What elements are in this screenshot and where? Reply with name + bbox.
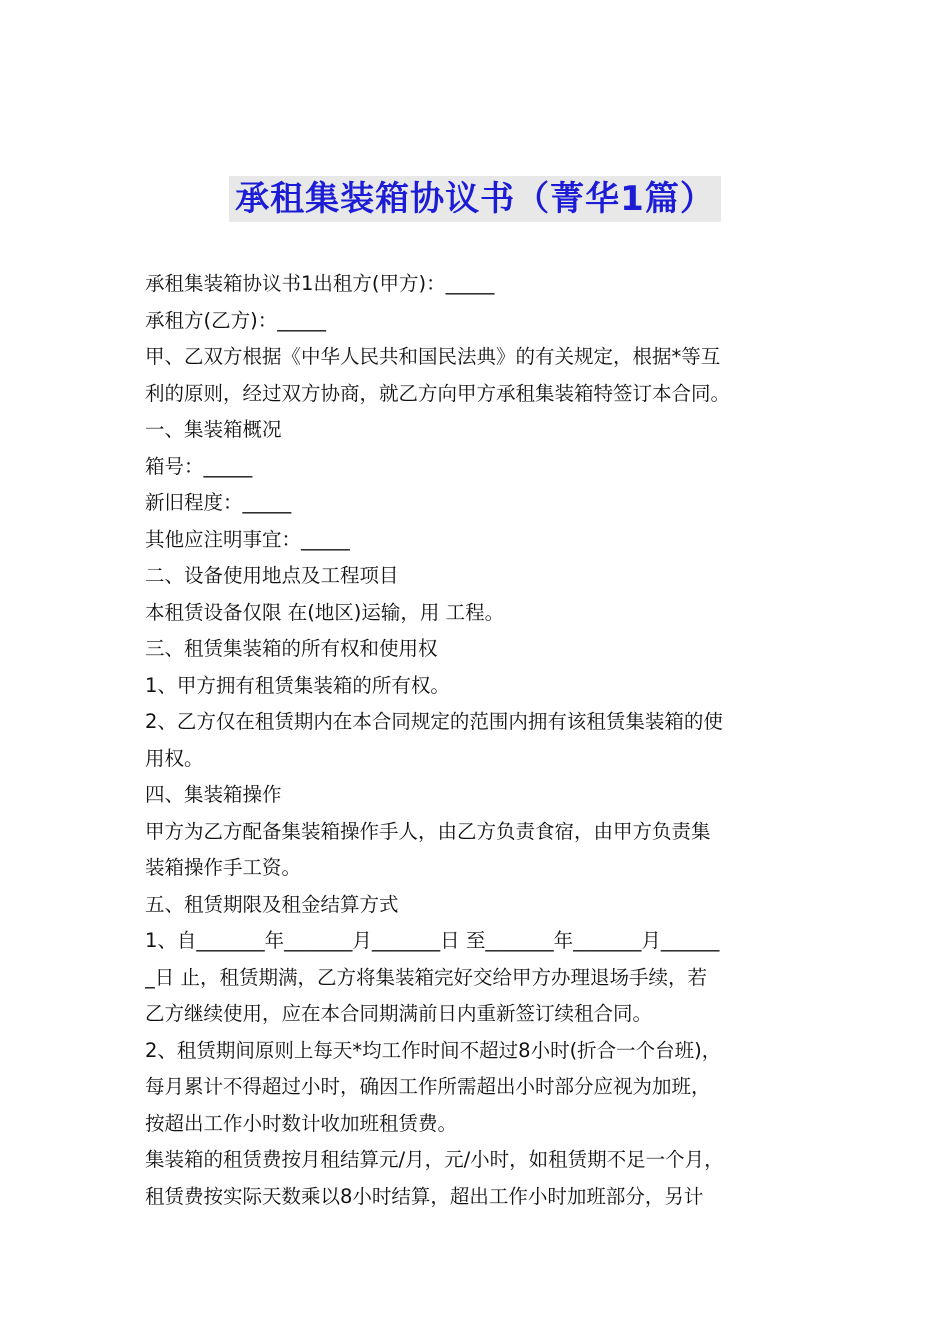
body-line: 甲、乙双方根据《中华人民共和国民法典》的有关规定，根据*等互 [145, 345, 721, 368]
section-heading: 五、租赁期限及租金结算方式 [145, 892, 399, 916]
document-body [145, 266, 817, 1215]
title-container [0, 176, 950, 222]
body-line: 装箱操作手工资。 [145, 856, 302, 879]
body-line: 利的原则，经过双方协商，就乙方向甲方承租集装箱特签订本合同。 [145, 381, 731, 405]
section-heading: 四、集装箱操作 [145, 783, 282, 806]
body-line: 按超出工作小时数计收加班租赁费。 [145, 1111, 458, 1135]
body-line: 租赁费按实际天数乘以8小时结算，超出工作小时加班部分，另计 [145, 1184, 704, 1208]
body-line: 每月累计不得超过小时，确因工作所需超出小时部分应视为加班， [145, 1075, 711, 1098]
body-line: 本租赁设备仅限 在(地区)运输，用 工程。 [145, 600, 505, 624]
body-line: 2、租赁期间原则上每天*均工作时间不超过8小时(折合一个台班)， [145, 1038, 722, 1062]
body-line: 其他应注明事宜：_____ [145, 527, 350, 551]
body-line: 新旧程度：_____ [145, 491, 292, 514]
section-heading: 一、集装箱概况 [145, 418, 282, 441]
section-heading: 三、租赁集装箱的所有权和使用权 [145, 637, 438, 660]
body-line: 箱号：_____ [145, 454, 253, 478]
body-line: 用权。 [145, 746, 204, 770]
body-line: 承租方(乙方)：_____ [145, 308, 326, 332]
section-heading: 二、设备使用地点及工程项目 [145, 564, 399, 587]
document-title: 承租集装箱协议书（菁华1篇） [229, 176, 721, 222]
body-line: 1、甲方拥有租赁集装箱的所有权。 [145, 673, 450, 697]
body-line: 甲方为乙方配备集装箱操作手人，由乙方负责食宿，由甲方负责集 [145, 819, 711, 843]
body-line: 承租集装箱协议书1出租方(甲方)：_____ [145, 272, 495, 295]
body-line: 1、自_______年_______月_______日 至_______年_______月______ [145, 929, 720, 952]
body-line: 2、乙方仅在租赁期内在本合同规定的范围内拥有该租赁集装箱的使 [145, 710, 723, 733]
body-line: _日 止，租赁期满，乙方将集装箱完好交给甲方办理退场手续，若 [145, 965, 707, 989]
body-line: 集装箱的租赁费按月租结算元/月，元/小时，如租赁期不足一个月， [145, 1148, 724, 1171]
body-line: 乙方继续使用，应在本合同期满前日内重新签订续租合同。 [145, 1002, 653, 1025]
